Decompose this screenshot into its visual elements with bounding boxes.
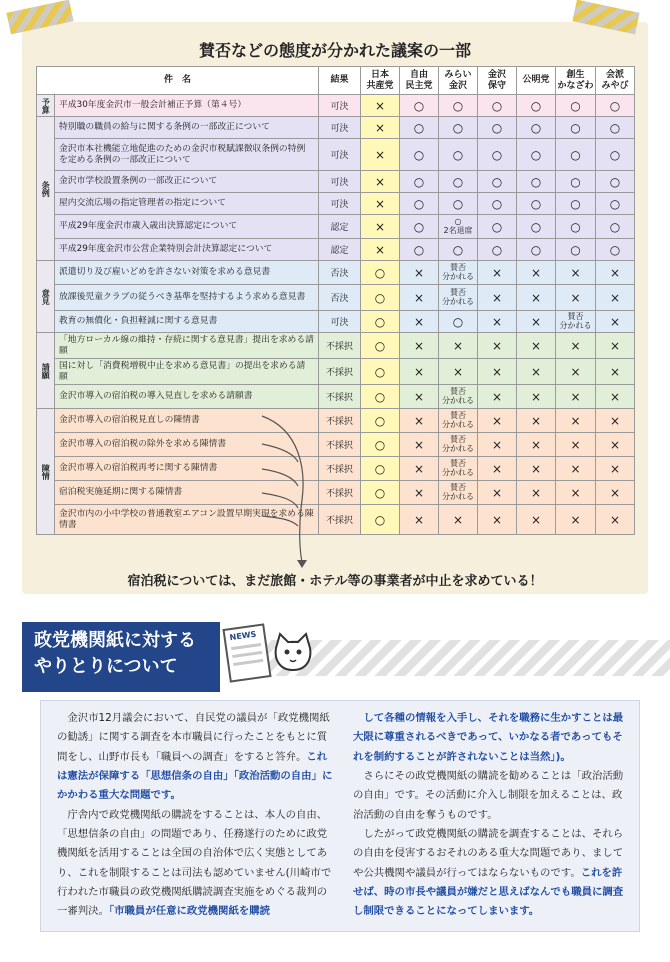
vote-cell: ○ xyxy=(478,193,517,215)
item-title: 屋内交流広場の指定管理者の指定について xyxy=(55,193,319,215)
vote-cell: × xyxy=(556,433,596,457)
vote-cell: ○ xyxy=(517,193,556,215)
vote-cell: ○ xyxy=(400,171,439,193)
vote-cell: × xyxy=(400,385,439,409)
vote-cell: ○ xyxy=(439,311,478,333)
header-item: 件 名 xyxy=(37,67,319,95)
vote-cell: × xyxy=(596,481,635,505)
vote-cell: × xyxy=(400,457,439,481)
table-row xyxy=(37,193,635,215)
vote-cell: ○ xyxy=(400,193,439,215)
vote-cell: ○ xyxy=(596,171,635,193)
vote-cell: × xyxy=(478,333,517,359)
vote-cell: × xyxy=(478,385,517,409)
table-row xyxy=(37,171,635,193)
item-title: 金沢市導入の宿泊税見直しの陳情書 xyxy=(55,409,319,433)
article-column-right xyxy=(353,709,629,922)
vote-cell: × xyxy=(556,261,596,285)
emphasis-text: 「市職員が任意に政党機関紙を購読 xyxy=(108,905,271,918)
vote-cell: × xyxy=(439,359,478,385)
vote-cell: × xyxy=(517,433,556,457)
vote-cell: × xyxy=(361,193,400,215)
vote-cell: × xyxy=(596,385,635,409)
vote-cell: ○ xyxy=(596,117,635,139)
table-row xyxy=(37,505,635,535)
item-result: 否決 xyxy=(319,261,361,285)
vote-cell: × xyxy=(596,285,635,311)
table-row xyxy=(37,139,635,171)
vote-cell: × xyxy=(478,285,517,311)
table-row xyxy=(37,95,635,117)
vote-cell: 賛否 分かれる xyxy=(439,385,478,409)
vote-cell: 賛否 分かれる xyxy=(439,433,478,457)
vote-cell: × xyxy=(361,95,400,117)
vote-cell: ○ xyxy=(596,95,635,117)
body-text: 庁舎内で政党機関紙の購読をすることは、本人の自由、「思想信条の自由」の問題であり、任務遂行のために政党機関紙を活用することは全国の自治体で広く実態としてあり、これを制限することは司法も認めていません(川崎市で行われた市職員の政党機関紙購読調査実施をめぐる裁判の一審判決。 xyxy=(57,808,332,918)
table-row xyxy=(37,311,635,333)
item-title: 金沢市学校設置条例の一部改正について xyxy=(55,171,319,193)
vote-cell: ○ xyxy=(400,95,439,117)
vote-cell: ○ xyxy=(439,117,478,139)
item-result: 否決 xyxy=(319,285,361,311)
table-row xyxy=(37,215,635,239)
news-label: NEWS xyxy=(229,629,257,643)
item-title: 放課後児童クラブの従うべき基準を堅持するよう求める意見書 xyxy=(55,285,319,311)
vote-cell: ○ xyxy=(361,385,400,409)
vote-cell: × xyxy=(439,333,478,359)
vote-cell: ○ xyxy=(478,171,517,193)
table-row xyxy=(37,457,635,481)
vote-cell: ○ xyxy=(556,95,596,117)
vote-cell: × xyxy=(400,359,439,385)
item-title: 特別職の職員の給与に関する条例の一部改正について xyxy=(55,117,319,139)
cat-mascot-icon xyxy=(270,630,316,676)
vote-cell: ○ xyxy=(400,239,439,261)
vote-cell: ○ xyxy=(361,359,400,385)
item-title: 金沢市導入の宿泊税再考に関する陳情書 xyxy=(55,457,319,481)
item-result: 不採択 xyxy=(319,385,361,409)
vote-cell: ○ xyxy=(556,171,596,193)
vote-cell: × xyxy=(556,505,596,535)
vote-cell: ○ xyxy=(400,139,439,171)
vote-cell: ○ xyxy=(439,139,478,171)
body-text: したがって政党機関紙の購読を調査することは、それらの自由を侵害するおそれのある重大な問題であり、ましてや公共機関や議員が行ってはならないものです。 xyxy=(353,828,624,879)
vote-cell: ○ 2名退席 xyxy=(439,215,478,239)
vote-cell: 賛否 分かれる xyxy=(439,409,478,433)
item-result: 可決 xyxy=(319,117,361,139)
vote-cell: × xyxy=(556,333,596,359)
vote-cell: × xyxy=(596,505,635,535)
vote-cell: × xyxy=(478,311,517,333)
vote-cell: ○ xyxy=(517,239,556,261)
article-body xyxy=(40,700,640,932)
item-title: 平成30年度金沢市一般会計補正予算（第４号） xyxy=(55,95,319,117)
vote-cell: 賛否 分かれる xyxy=(439,481,478,505)
vote-cell: × xyxy=(596,311,635,333)
vote-cell: × xyxy=(517,311,556,333)
vote-cell: ○ xyxy=(361,409,400,433)
item-result: 不採択 xyxy=(319,409,361,433)
vote-cell: × xyxy=(400,311,439,333)
vote-cell: × xyxy=(556,385,596,409)
table-row xyxy=(37,433,635,457)
vote-cell: × xyxy=(439,505,478,535)
vote-cell: × xyxy=(517,359,556,385)
vote-cell: ○ xyxy=(361,457,400,481)
header-party-ldp: 自由 民主党 xyxy=(400,67,439,95)
article-paragraph xyxy=(57,806,333,922)
vote-cell: × xyxy=(478,457,517,481)
vote-cell: × xyxy=(596,433,635,457)
item-result: 不採択 xyxy=(319,481,361,505)
header-party-sousei: 創生 かなざわ xyxy=(556,67,596,95)
emphasis-text: これは憲法が保障する「思想信条の自由」「政治活動の自由」にかかわる重大な問題です。 xyxy=(57,750,333,802)
vote-cell: ○ xyxy=(361,505,400,535)
vote-cell: ○ xyxy=(517,171,556,193)
item-title: 平成29年度金沢市歳入歳出決算認定について xyxy=(55,215,319,239)
category-yosan: 予算 xyxy=(37,95,55,117)
article-heading-text: 政党機関紙に対する やりとりについて xyxy=(34,630,196,678)
table-row xyxy=(37,261,635,285)
item-result: 不採択 xyxy=(319,457,361,481)
table-row xyxy=(37,385,635,409)
item-result: 可決 xyxy=(319,95,361,117)
table-header-row xyxy=(37,67,635,95)
table-row xyxy=(37,285,635,311)
vote-cell: ○ xyxy=(596,239,635,261)
body-text: 金沢市12月議会において、自民党の議員が「政党機関紙の勧誘」に関する調査を本市職員に行ったことをもとに質問をし、山野市長も「職員への調査」をすると答弁。 xyxy=(57,712,330,763)
header-party-jcp: 日本 共産党 xyxy=(361,67,400,95)
item-title: 派遣切り及び雇いどめを許さない対策を求める意見書 xyxy=(55,261,319,285)
vote-cell: ○ xyxy=(439,193,478,215)
vote-cell: ○ xyxy=(439,95,478,117)
vote-cell: × xyxy=(400,505,439,535)
header-result: 結果 xyxy=(319,67,361,95)
vote-cell: × xyxy=(400,409,439,433)
vote-cell: ○ xyxy=(556,193,596,215)
item-result: 可決 xyxy=(319,193,361,215)
vote-cell: ○ xyxy=(596,193,635,215)
header-party-mirai: みらい 金沢 xyxy=(439,67,478,95)
vote-cell: × xyxy=(361,139,400,171)
vote-cell: ○ xyxy=(596,139,635,171)
vote-cell: × xyxy=(400,433,439,457)
vote-cell: ○ xyxy=(556,117,596,139)
table-row xyxy=(37,359,635,385)
vote-cell: × xyxy=(596,409,635,433)
vote-cell: ○ xyxy=(361,333,400,359)
emphasis-text: して各種の情報を入手し、それを職務に生かすことは最大限に尊重されるべきであって、いかなる者であってもそれを制約することが許されないことは当然」)。 xyxy=(353,712,624,763)
item-result: 可決 xyxy=(319,171,361,193)
item-result: 不採択 xyxy=(319,505,361,535)
vote-cell: × xyxy=(596,457,635,481)
item-title: 金沢市本社機能立地促進のための金沢市税賦課徴収条例の特例を定める条例の一部改正について xyxy=(55,139,319,171)
vote-cell: × xyxy=(556,409,596,433)
votes-table xyxy=(36,66,635,535)
vote-cell: × xyxy=(517,385,556,409)
article-paragraph xyxy=(57,709,333,806)
vote-cell: ○ xyxy=(361,433,400,457)
item-result: 不採択 xyxy=(319,359,361,385)
vote-cell: 賛否 分かれる xyxy=(439,285,478,311)
vote-cell: × xyxy=(556,359,596,385)
vote-cell: 賛否 分かれる xyxy=(439,261,478,285)
vote-cell: × xyxy=(478,481,517,505)
item-result: 不採択 xyxy=(319,333,361,359)
vote-cell: ○ xyxy=(478,215,517,239)
slogan: 宿泊税については、まだ旅館・ホテル等の事業者が中止を求めている！ xyxy=(127,574,543,589)
header-party-miyabi: 会派 みやび xyxy=(596,67,635,95)
item-result: 不採択 xyxy=(319,433,361,457)
vote-cell: ○ xyxy=(439,239,478,261)
vote-cell: ○ xyxy=(361,261,400,285)
vote-cell: × xyxy=(478,359,517,385)
vote-cell: ○ xyxy=(478,239,517,261)
vote-cell: ○ xyxy=(556,215,596,239)
vote-cell: ○ xyxy=(478,95,517,117)
vote-cell: × xyxy=(517,261,556,285)
article-paragraph xyxy=(353,767,629,825)
article-column-left xyxy=(57,709,333,922)
vote-cell: × xyxy=(400,481,439,505)
vote-cell: ○ xyxy=(361,481,400,505)
item-title: 「地方ローカル線の維持・存続に関する意見書」提出を求める請願 xyxy=(55,333,319,359)
vote-cell: × xyxy=(478,261,517,285)
vote-cell: ○ xyxy=(556,139,596,171)
table-row xyxy=(37,117,635,139)
vote-cell: ○ xyxy=(361,285,400,311)
table-row xyxy=(37,481,635,505)
item-title: 国に対し「消費税増税中止を求める意見書」の提出を求める請願 xyxy=(55,359,319,385)
vote-cell: × xyxy=(400,285,439,311)
vote-cell: ○ xyxy=(517,117,556,139)
vote-cell: ○ xyxy=(556,239,596,261)
item-title: 宿泊税実施延期に関する陳情書 xyxy=(55,481,319,505)
vote-cell: ○ xyxy=(400,215,439,239)
vote-cell: × xyxy=(517,457,556,481)
body-text: さらにその政党機関紙の購読を勧めることは「政治活動の自由」です。その活動に介入し制限を加えることは、政治活動の自由を奪うものです。 xyxy=(353,770,624,821)
vote-cell: 賛否 分かれる xyxy=(556,311,596,333)
item-result: 可決 xyxy=(319,311,361,333)
vote-cell: × xyxy=(517,505,556,535)
category-seigan: 請願 xyxy=(37,333,55,409)
vote-cell: ○ xyxy=(517,139,556,171)
category-chinjo: 陳情 xyxy=(37,409,55,535)
vote-cell: ○ xyxy=(478,139,517,171)
newspaper-icon xyxy=(222,623,271,682)
vote-cell: ○ xyxy=(517,215,556,239)
table-row xyxy=(37,333,635,359)
vote-cell: × xyxy=(596,359,635,385)
vote-cell: × xyxy=(596,261,635,285)
vote-cell: × xyxy=(400,261,439,285)
vote-cell: × xyxy=(556,481,596,505)
item-title: 金沢市導入の宿泊税の除外を求める陳情書 xyxy=(55,433,319,457)
vote-cell: ○ xyxy=(400,117,439,139)
vote-cell: ○ xyxy=(517,95,556,117)
item-title: 平成29年度金沢市公営企業特別会計決算認定について xyxy=(55,239,319,261)
vote-cell: × xyxy=(517,333,556,359)
vote-cell: × xyxy=(556,285,596,311)
item-title: 教育の無償化・負担軽減に関する意見書 xyxy=(55,311,319,333)
vote-cell: × xyxy=(517,409,556,433)
vote-cell: × xyxy=(361,117,400,139)
emphasis-text: これを許せば、時の市長や議員が嫌だと思えばなんでも職員に調査し制限できることになってしまいます。 xyxy=(353,866,624,918)
item-title: 金沢市内の小中学校の普通教室エアコン設置早期実現を求める陳情書 xyxy=(55,505,319,535)
item-result: 認定 xyxy=(319,215,361,239)
vote-cell: × xyxy=(361,215,400,239)
vote-cell: × xyxy=(361,239,400,261)
article-heading xyxy=(22,622,220,692)
vote-cell: × xyxy=(517,285,556,311)
vote-cell: × xyxy=(478,433,517,457)
item-result: 認定 xyxy=(319,239,361,261)
vote-cell: 賛否 分かれる xyxy=(439,457,478,481)
vote-cell: ○ xyxy=(596,215,635,239)
category-jorei: 条例 xyxy=(37,117,55,261)
header-party-komei: 公明党 xyxy=(517,67,556,95)
vote-cell: × xyxy=(556,457,596,481)
article-paragraph xyxy=(353,825,629,922)
vote-cell: ○ xyxy=(361,311,400,333)
vote-cell: ○ xyxy=(478,117,517,139)
vote-cell: ○ xyxy=(439,171,478,193)
header-party-hoshu: 金沢 保守 xyxy=(478,67,517,95)
table-row xyxy=(37,409,635,433)
vote-cell: × xyxy=(478,505,517,535)
panel-title: 賛否などの態度が分かれた議案の一部 xyxy=(198,41,471,60)
category-iken: 意見 xyxy=(37,261,55,333)
vote-cell: × xyxy=(361,171,400,193)
item-result: 可決 xyxy=(319,139,361,171)
article-paragraph xyxy=(353,709,629,767)
vote-cell: × xyxy=(478,409,517,433)
vote-cell: × xyxy=(596,333,635,359)
vote-cell: × xyxy=(517,481,556,505)
table-row xyxy=(37,239,635,261)
item-title: 金沢市導入の宿泊税の導入見直しを求める請願書 xyxy=(55,385,319,409)
vote-cell: × xyxy=(400,333,439,359)
